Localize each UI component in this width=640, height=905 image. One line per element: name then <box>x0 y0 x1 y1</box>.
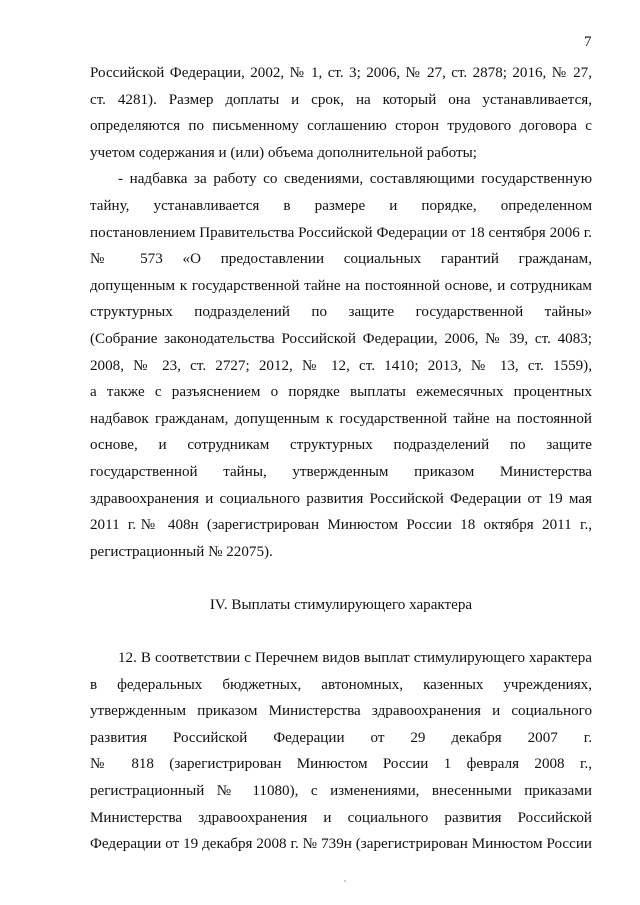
text-line: Федерации от 19 декабря 2008 г. № 739н (зарегистрирован Минюстом России <box>90 836 592 853</box>
text-line: определяются по письменному соглашению сторон трудового договора с <box>90 118 592 135</box>
text-line: тайну, устанавливается в размере и порядке, определенном <box>90 197 592 214</box>
text-line: основе, и сотрудникам структурных подразделений по защите <box>90 437 592 454</box>
text-line: в федеральных бюджетных, автономных, казенных учреждениях, <box>90 676 592 693</box>
text-line: постановлением Правительства Российской Федерации от 18 сентября 2006 г. <box>90 224 592 241</box>
text-line: № 818 (зарегистрирован Минюстом России 1 февраля 2008 г., <box>90 756 592 773</box>
text-line: утвержденным приказом Министерства здравоохранения и социального <box>90 703 592 720</box>
text-line: здравоохранения и социального развития Российской Федерации от 19 мая <box>90 490 592 507</box>
text-line: Министерства здравоохранения и социального развития Российской <box>90 809 592 826</box>
text-line: Российской Федерации, 2002, № 1, ст. 3; 2006, № 27, ст. 2878; 2016, № 27, <box>90 65 592 81</box>
paragraph-state-secret-allowance <box>90 166 592 565</box>
text-line: надбавок гражданам, допущенным к государственной тайне на постоянной <box>90 410 592 427</box>
text-line: структурных подразделений по защите государственной тайны» <box>90 304 592 321</box>
page-number: 7 <box>584 34 592 50</box>
paragraph-12 <box>90 645 592 858</box>
text-line: № 573 «О предоставлении социальных гарантий гражданам, <box>90 251 592 268</box>
text-line: государственной тайны, утвержденным приказом Министерства <box>90 463 592 480</box>
document-body <box>90 60 592 858</box>
scan-speck <box>344 880 346 882</box>
text-line: развития Российской Федерации от 29 декабря 2007 г. <box>90 729 592 746</box>
spacer <box>90 618 592 645</box>
text-line: ст. 4281). Размер доплаты и срок, на который она устанавливается, <box>90 91 592 108</box>
text-line: - надбавка за работу со сведениями, составляющими государственную <box>118 171 592 188</box>
text-line: а также с разъяснением о порядке выплаты ежемесячных процентных <box>90 384 592 401</box>
paragraph-continuation <box>90 60 592 166</box>
text-line: учетом содержания и (или) объема дополнительной работы; <box>90 144 477 161</box>
text-line: регистрационный № 22075). <box>90 543 273 560</box>
text-line: регистрационный № 11080), с изменениями, внесенными приказами <box>90 783 592 800</box>
text-line: 2008, № 23, ст. 2727; 2012, № 12, ст. 1410; 2013, № 13, ст. 1559), <box>90 357 592 374</box>
text-line: 2011 г.№ 408н (зарегистрирован Минюстом России 18 октября 2011 г., <box>90 517 592 534</box>
text-line: 12. В соответствии с Перечнем видов выплат стимулирующего характера <box>118 650 592 667</box>
text-line: (Собрание законодательства Российской Федерации, 2006, № 39, ст. 4083; <box>90 330 592 347</box>
spacer <box>90 565 592 592</box>
section-heading: IV. Выплаты стимулирующего характера <box>209 596 473 613</box>
text-line: допущенным к государственной тайне на постоянной основе, и сотрудникам <box>90 277 592 294</box>
